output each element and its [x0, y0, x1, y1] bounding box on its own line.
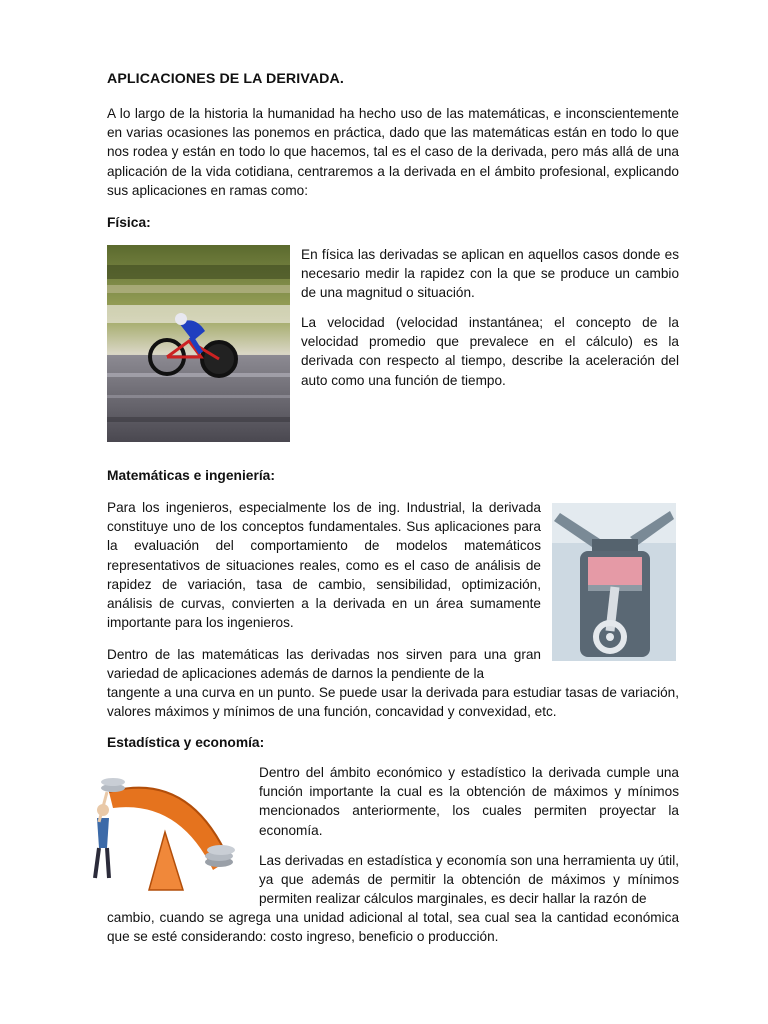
fisica-paragraph-1: En física las derivadas se aplican en aquellos casos donde es necesario medir la rapidez con la que se produce un cambio de una magnitud o situación. — [301, 247, 679, 301]
section-heading-matematicas: Matemáticas e ingeniería: — [107, 468, 275, 483]
cyclist-photo — [107, 245, 290, 442]
estadistica-paragraph-3: cambio, cuando se agrega una unidad adicional al total, sea cual sea la cantidad económica que se esté considerando: costo ingreso, beneficio o producción. — [107, 910, 679, 945]
matematicas-paragraph-1: Para los ingenieros, especialmente los de ing. Industrial, la derivada constituye uno de los conceptos fundamentales. Sus aplicaciones para la evaluación del comportamiento de modelos matemáticos representativos de situaciones reales, como es el caso de análisis de rapidez de variación, tasa de cambio, sensibilidad, optimización, análisis de curvas, convierten a la derivada en un área sumamente importante para los ingenieros. — [107, 500, 541, 631]
section-heading-estadistica: Estadística y economía: — [107, 735, 265, 750]
matematicas-paragraph-2: Dentro de las matemáticas las derivadas nos sirven para una gran variedad de aplicaciones además de darnos la pendiente de la — [107, 647, 541, 682]
section-heading-fisica: Física: — [107, 215, 151, 230]
matematicas-paragraph-3: tangente a una curva en un punto. Se puede usar la derivada para estudiar tasas de variación, valores máximos y mínimos de una función, concavidad y convexidad, etc. — [107, 685, 679, 720]
economy-balance-image — [79, 770, 247, 900]
engine-piston-image — [552, 503, 676, 661]
fisica-paragraph-2: La velocidad (velocidad instantánea; el concepto de la velocidad promedio que prevalece en el cálculo) es la derivada con respecto al tiempo, describe la aceleración del auto como una función de tiempo. — [301, 315, 679, 388]
estadistica-paragraph-2: Las derivadas en estadística y economía son una herramienta uy útil, ya que además de permitir la obtención de máximos y mínimos permiten realizar cálculos marginales, es decir hallar la razón de — [259, 853, 679, 907]
document-title: APLICACIONES DE LA DERIVADA. — [107, 71, 344, 87]
estadistica-paragraph-1: Dentro del ámbito económico y estadístico la derivada cumple una función importante la cual es la obtención de máximos y mínimos mencionados anteriormente, los cuales permiten proyectar la economía. — [259, 765, 679, 838]
intro-paragraph: A lo largo de la historia la humanidad ha hecho uso de las matemáticas, e inconscientemente en varias ocasiones las ponemos en práctica, dado que las matemáticas están en todo lo que nos rodea y están en todo lo que hacemos, tal es el caso de la derivada, pero más allá de una aplicación de la vida cotidiana, centraremos a la derivada en el ámbito profesional, explicando sus aplicaciones en ramas como: — [107, 106, 679, 198]
